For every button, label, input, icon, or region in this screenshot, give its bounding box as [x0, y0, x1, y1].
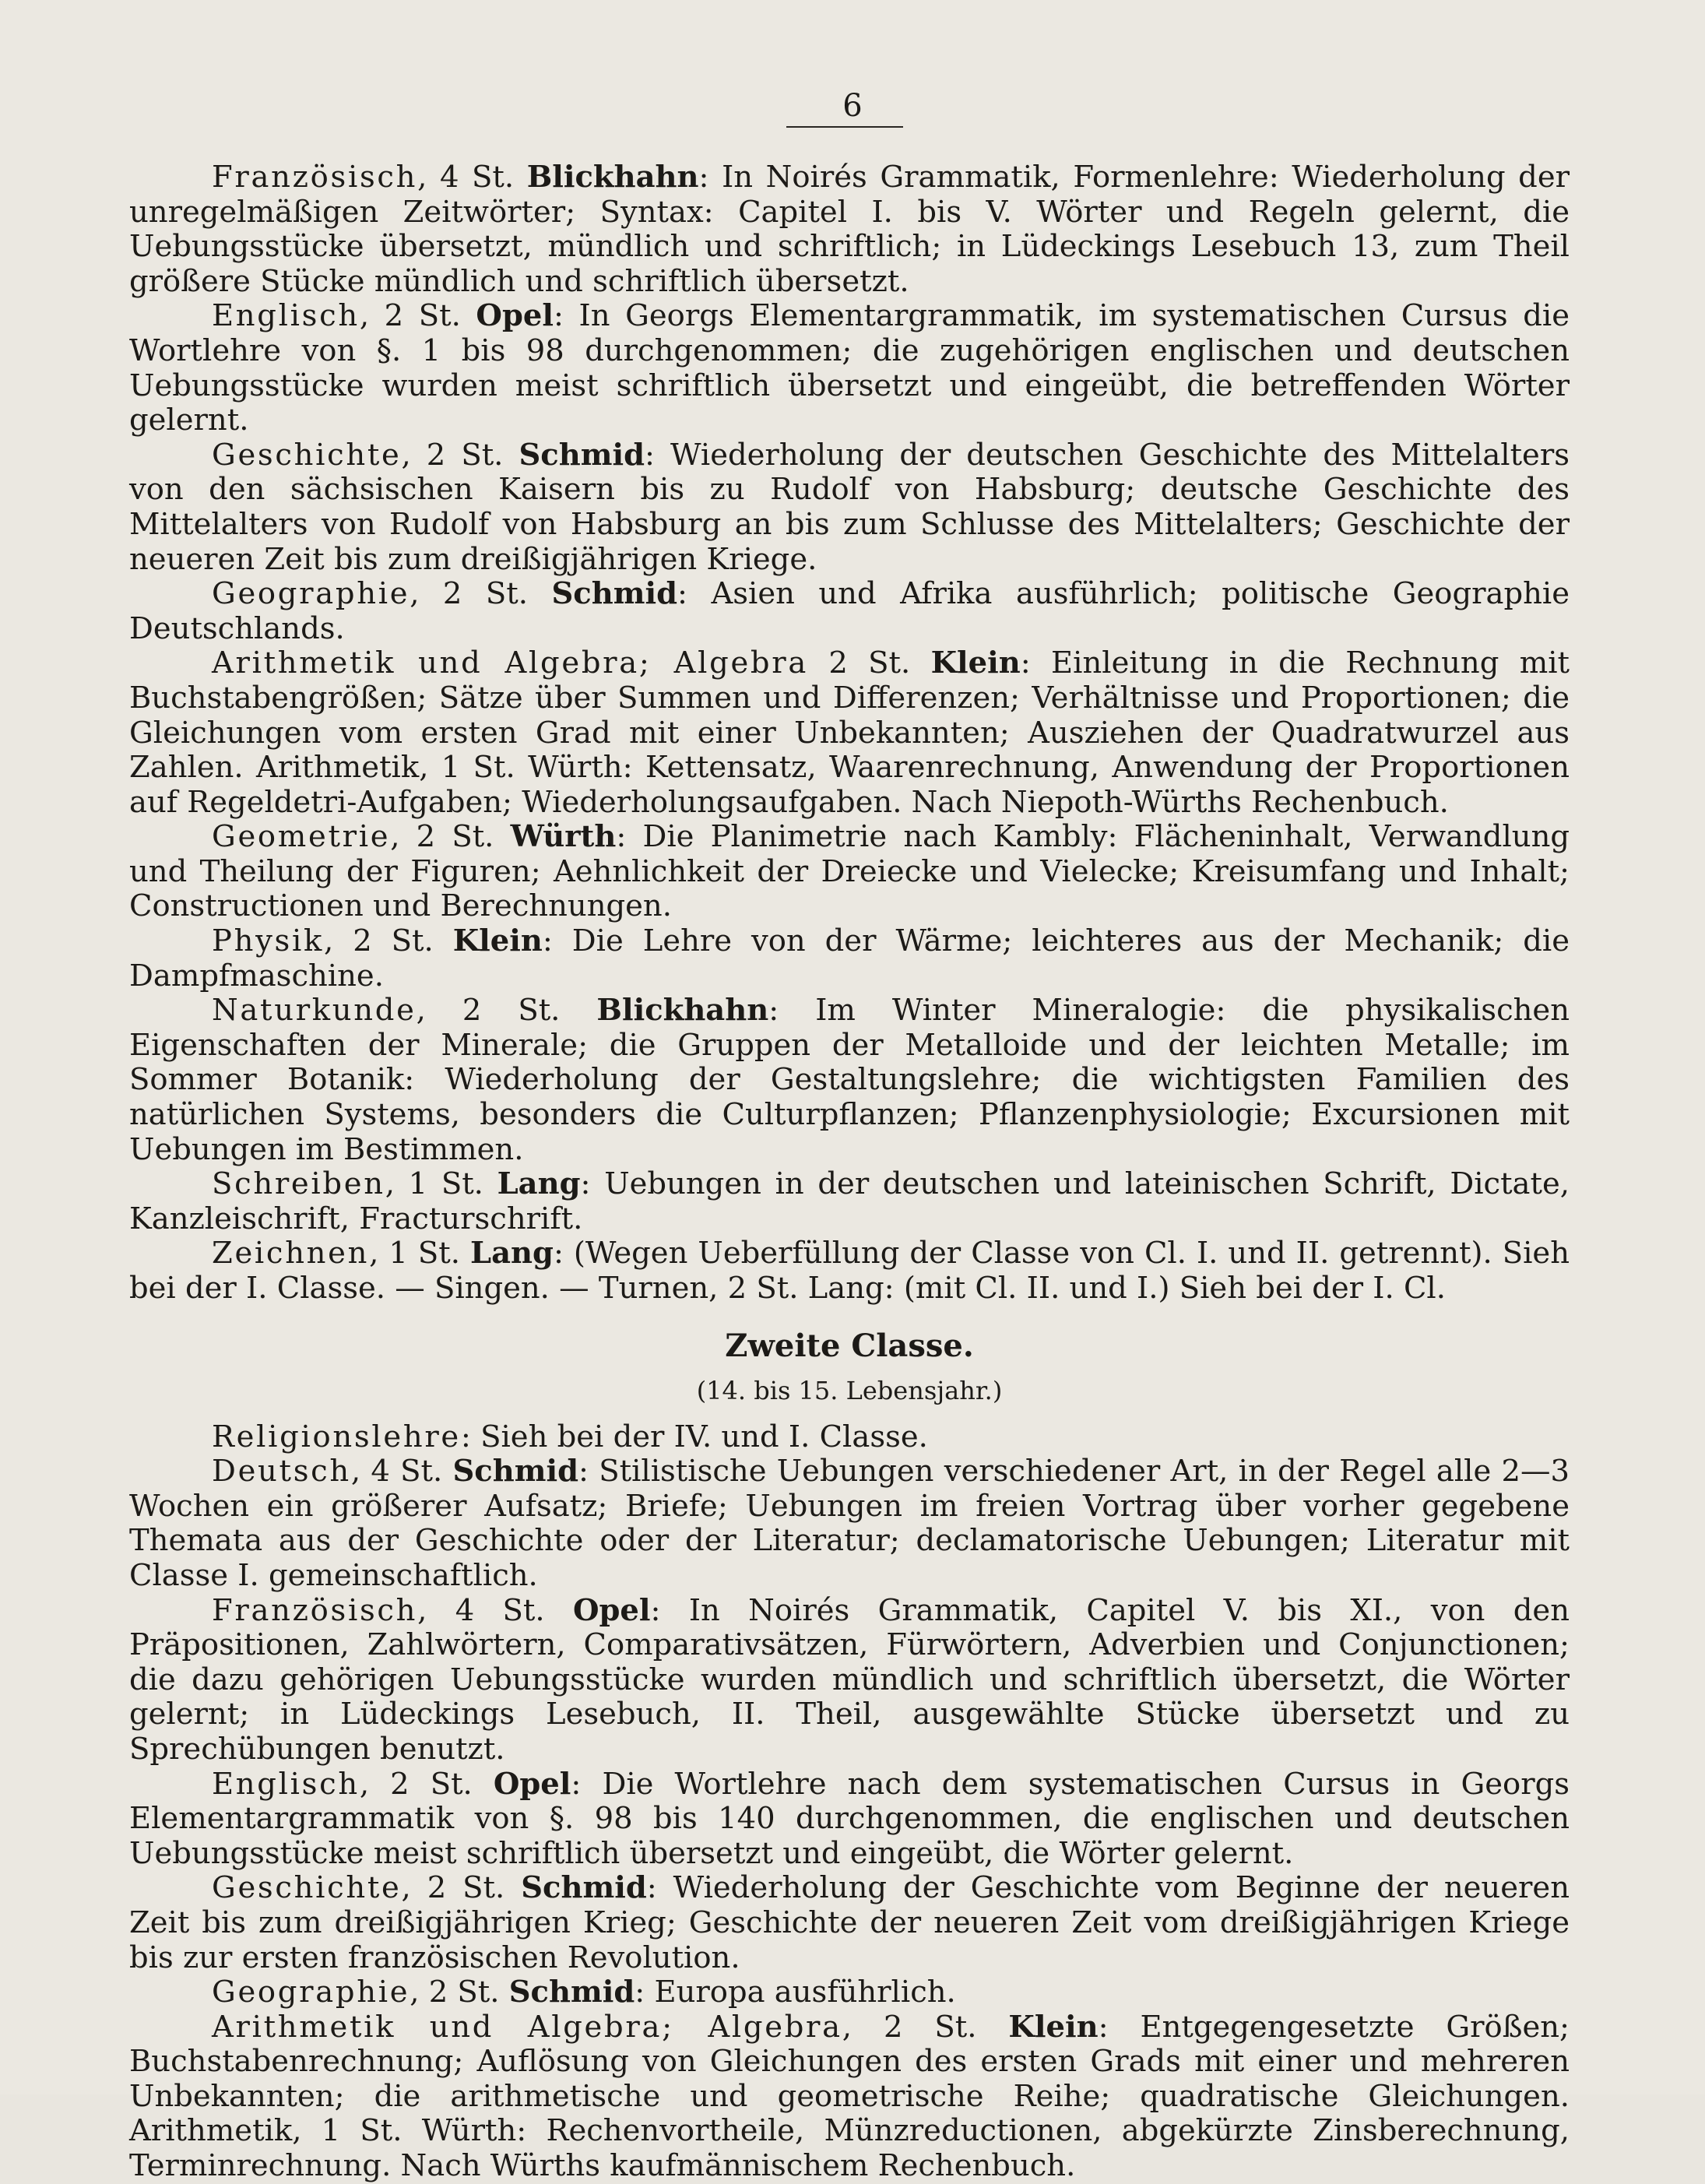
course-paragraph — [129, 820, 1570, 924]
teacher-name: Opel — [476, 298, 554, 334]
course-paragraph — [129, 299, 1570, 438]
subject-name: Französisch — [212, 160, 418, 195]
teacher-name: Klein — [930, 645, 1021, 681]
course-paragraph — [129, 1871, 1570, 1975]
course-description: : Die Planimetrie nach Kambly: Flächeninhalt, Verwandlung und Theilung der Figuren; Aehnlichkeit der Dreiecke und Vielecke; Kreisumfang und Inhalt; Constructionen und Berechnungen. — [129, 819, 1570, 924]
course-paragraph — [129, 994, 1570, 1167]
hours-text: , 4 St. — [350, 1454, 453, 1489]
teacher-name: Schmid — [452, 1454, 579, 1489]
course-paragraph — [129, 1236, 1570, 1306]
teacher-name: Klein — [452, 923, 543, 959]
teacher-name: Opel — [572, 1592, 651, 1628]
teacher-name: Schmid — [508, 1975, 635, 2010]
course-description: : Einleitung in die Rechnung mit Buchstabengrößen; Sätze über Summen und Differenzen; Verhältnisse und Proportionen; die Gleichungen vom ersten Grad mit einer Unbekannten; Ausziehen der Quadratwurzel aus Zahlen. Arithmetik, 1 St. Würth: Kettensatz, Waarenrechnung, Anwendung der Proportionen auf Regeldetri-Aufgaben; Wiederholungsaufgaben. Nach Niepoth-Würths Rechenbuch. — [129, 645, 1570, 820]
hours-text: , 1 St. — [369, 1236, 470, 1271]
subject-name: Religionslehre — [212, 1419, 461, 1454]
subject-name: Deutsch — [212, 1454, 351, 1489]
course-paragraph — [129, 2010, 1570, 2184]
hours-text: , 2 St. — [359, 1766, 494, 1802]
course-paragraph — [129, 577, 1570, 646]
course-paragraph — [129, 1975, 1570, 2010]
course-description: : Wiederholung der Geschichte vom Beginne der neueren Zeit bis zum dreißigjährigen Krieg; Geschichte der neueren Zeit vom dreißigjährigen Kriege bis zur ersten französischen Revolution. — [129, 1870, 1570, 1975]
subject-name: Physik — [212, 923, 325, 959]
course-description: : Sieh bei der IV. und I. Classe. — [460, 1419, 928, 1454]
subject-name: Geschichte — [212, 1870, 402, 1906]
course-description: : Die Wortlehre nach dem systematischen Cursus in Georgs Elementargrammatik von §. 98 bis 140 durchgenommen, die englischen und deutschen Uebungsstücke meist schriftlich übersetzt und eingeübt, die Wörter gelernt. — [129, 1766, 1570, 1871]
section-title: Zweite Classe. — [725, 1327, 974, 1364]
hours-text: 2 St. — [808, 645, 931, 681]
course-description: : Im Winter Mineralogie: die physikalischen Eigenschaften der Minerale; die Gruppen der Metalloide und der leichten Metalle; im Sommer Botanik: Wiederholung der Gestaltungslehre; die wichtigsten Familien des natürlichen Systems, besonders die Culturpflanzen; Pflanzenphysiologie; Excursionen mit Uebungen im Bestimmen. — [129, 993, 1570, 1167]
subject-name: Geographie — [212, 576, 410, 612]
subject-name: Englisch — [212, 1766, 360, 1802]
hours-text: , 4 St. — [417, 160, 527, 195]
teacher-name: Lang — [470, 1236, 554, 1271]
course-description: : In Noirés Grammatik, Capitel V. bis XI., von den Präpositionen, Zahlwörtern, Comparativsätzen, Fürwörtern, Adverbien und Conjunctionen; die dazu gehörigen Uebungsstücke wurden mündlich und schriftlich übersetzt, die Wörter gelernt; in Lüdeckings Lesebuch, II. Theil, ausgewählte Stücke übersetzt und zu Sprechübungen benutzt. — [129, 1592, 1570, 1767]
course-paragraph — [129, 1420, 1570, 1455]
teacher-name: Klein — [1008, 2009, 1099, 2045]
course-paragraph — [129, 1167, 1570, 1236]
section-third-class-continued — [129, 160, 1570, 1307]
hours-text: , 1 St. — [385, 1166, 497, 1202]
teacher-name: Schmid — [521, 1870, 647, 1906]
course-paragraph — [129, 438, 1570, 577]
teacher-name: Opel — [493, 1766, 571, 1802]
section-second-class — [129, 1420, 1570, 2184]
hours-text: , 2 St. — [410, 1975, 509, 2010]
course-description: : In Noirés Grammatik, Formenlehre: Wiederholung der unregelmäßigen Zeitwörter; Syntax: Capitel I. bis V. Wörter und Regeln gelernt, die Uebungsstücke übersetzt, mündlich und schriftlich; in Lüdeckings Lesebuch 13, zum Theil größere Stücke mündlich und schriftlich übersetzt. — [129, 160, 1570, 299]
section-age: (14. bis 15. Lebensjahr.) — [696, 1375, 1003, 1405]
hours-text: , 2 St. — [842, 2009, 1009, 2045]
course-description: : Wiederholung der deutschen Geschichte des Mittelalters von den sächsischen Kaisern bis zu Rudolf von Habsburg; deutsche Geschichte des Mittelalters von Rudolf von Habsburg an bis zum Schlusse des Mittelalters; Geschichte der neueren Zeit bis zum dreißigjährigen Kriege. — [129, 437, 1570, 577]
subject-name: Schreiben — [212, 1166, 385, 1202]
course-description: : Entgegengesetzte Größen; Buchstabenrechnung; Auflösung von Gleichungen des ersten Grads mit einer und mehreren Unbekannten; die arithmetische und geometrische Reihe; quadratische Gleichungen. Arithmetik, 1 St. Würth: Rechenvortheile, Münzreductionen, abgekürzte Zinsberechnung, Terminrechnung. Nach Würths kaufmännischem Rechenbuch. — [129, 2009, 1570, 2184]
teacher-name: Würth — [510, 819, 617, 855]
teacher-name: Schmid — [551, 576, 677, 612]
hours-text: , 2 St. — [359, 298, 476, 334]
teacher-name: Lang — [497, 1166, 581, 1202]
course-description: : Uebungen in der deutschen und lateinischen Schrift, Dictate, Kanzleischrift, Fracturschrift. — [129, 1166, 1570, 1236]
document-body — [129, 160, 1570, 2184]
page-number: 6 — [842, 88, 863, 124]
subject-name: Arithmetik und Algebra; Algebra — [212, 645, 809, 681]
subject-name: Zeichnen — [212, 1236, 370, 1271]
course-paragraph — [129, 160, 1570, 299]
hours-text: , 2 St. — [401, 437, 519, 473]
page-number-rule — [786, 126, 903, 128]
hours-text: , 2 St. — [410, 576, 552, 612]
subject-name: Geschichte — [212, 437, 402, 473]
hours-text: , 2 St. — [416, 993, 597, 1029]
teacher-name: Blickhahn — [526, 160, 699, 195]
subject-name: Arithmetik und Algebra; Algebra — [212, 2009, 842, 2045]
course-description: : (Wegen Ueberfüllung der Classe von Cl. I. und II. getrennt). Sieh bei der I. Classe. — Singen. — Turnen, 2 St. Lang: (mit Cl. II. und I.) Sieh bei der I. Cl. — [129, 1236, 1570, 1306]
subject-name: Geometrie — [212, 819, 391, 855]
hours-text: , 2 St. — [324, 923, 453, 959]
subject-name: Naturkunde — [212, 993, 417, 1029]
course-description: : Asien und Afrika ausführlich; politische Geographie Deutschlands. — [129, 576, 1570, 646]
teacher-name: Blickhahn — [596, 993, 769, 1029]
hours-text: , 4 St. — [417, 1592, 573, 1628]
hours-text: , 2 St. — [390, 819, 511, 855]
subject-name: Englisch — [212, 298, 360, 334]
teacher-name: Schmid — [519, 437, 645, 473]
hours-text: , 2 St. — [401, 1870, 522, 1906]
course-paragraph — [129, 646, 1570, 820]
course-description: : Stilistische Uebungen verschiedener Art, in der Regel alle 2—3 Wochen ein größerer Aufsatz; Briefe; Uebungen im freien Vortrag über vorher gegebene Themata aus der Geschichte oder der Literatur; declamatorische Uebungen; Literatur mit Classe I. gemeinschaftlich. — [129, 1454, 1570, 1593]
course-description: : In Georgs Elementargrammatik, im systematischen Cursus die Wortlehre von §. 1 bis 98 durchgenommen; die zugehörigen englischen und deutschen Uebungsstücke wurden meist schriftlich übersetzt und eingeübt, die betreffenden Wörter gelernt. — [129, 298, 1570, 438]
course-paragraph — [129, 924, 1570, 994]
course-description: : Europa ausführlich. — [635, 1975, 956, 2010]
course-paragraph — [129, 1594, 1570, 1767]
subject-name: Geographie — [212, 1975, 410, 2010]
course-description: : Die Lehre von der Wärme; leichteres aus der Mechanik; die Dampfmaschine. — [129, 923, 1570, 994]
course-paragraph — [129, 1767, 1570, 1872]
course-paragraph — [129, 1454, 1570, 1593]
subject-name: Französisch — [212, 1592, 418, 1628]
